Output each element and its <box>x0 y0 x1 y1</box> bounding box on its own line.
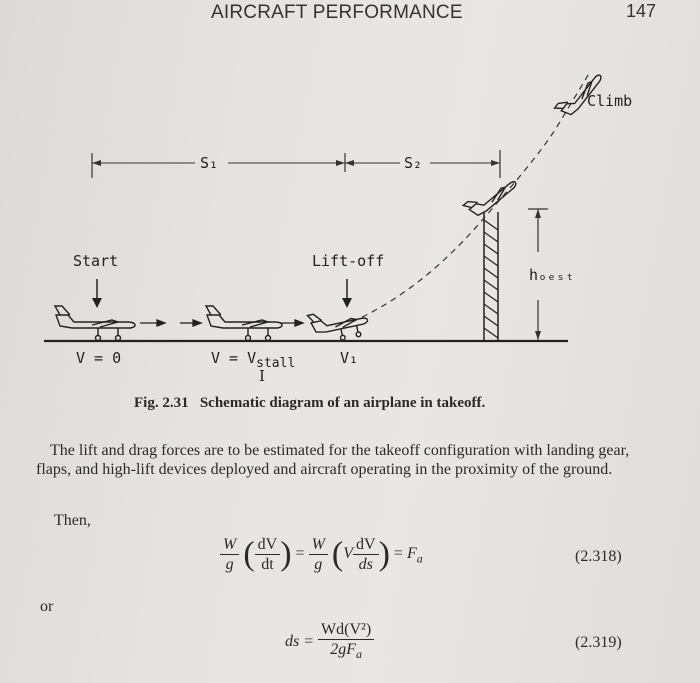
obstacle-tower <box>484 212 498 341</box>
airplane-obstacle-clearance <box>463 170 517 220</box>
label-climb: Climb <box>587 92 633 110</box>
label-vstall-subscript: stall <box>256 356 296 371</box>
text-then: Then, <box>54 512 91 529</box>
label-v0: V = 0 <box>76 349 122 367</box>
page-number: 147 <box>626 1 657 21</box>
figure-caption: Fig. 2.31 Schematic diagram of an airplane in takeoff. <box>134 395 486 411</box>
flight-path <box>352 72 590 322</box>
label-s1: S₁ <box>200 154 219 172</box>
label-liftoff: Lift-off <box>312 252 385 270</box>
label-h-obst: hₒₑₛₜ <box>529 266 575 284</box>
equation-number-2-319: (2.319) <box>575 634 622 651</box>
label-vstall: $V = V_{stall}$ <box>211 349 296 371</box>
label-v1: V₁ <box>340 349 359 367</box>
label-s2: S₂ <box>404 154 423 172</box>
body-paragraph: The lift and drag forces are to be estimated for the takeoff configuration with landing gear, flaps, and high-lift devices deployed and aircraft operating in the proximity of the ground. <box>36 442 630 478</box>
text-or: or <box>40 598 54 615</box>
equation-2-319: ds = $\frac{\text{Wd(V²)}}{2gF_a}$ <box>285 620 374 664</box>
label-start: Start <box>73 252 119 270</box>
equation-number-2-318: (2.318) <box>575 548 622 565</box>
airplane-start <box>55 306 135 341</box>
text-cursor-glyph: I <box>259 367 265 385</box>
airplane-vstall <box>206 306 282 341</box>
airplane-liftoff <box>307 304 370 347</box>
equation-2-318: $\frac{W}{g}$ ( $\frac{dV}{dt}$ ) = $\frac{W}{g}$ (V $\frac{dV}{ds}$ ) = $F_a$ <box>220 535 423 574</box>
page-header-title: AIRCRAFT PERFORMANCE <box>211 2 463 23</box>
